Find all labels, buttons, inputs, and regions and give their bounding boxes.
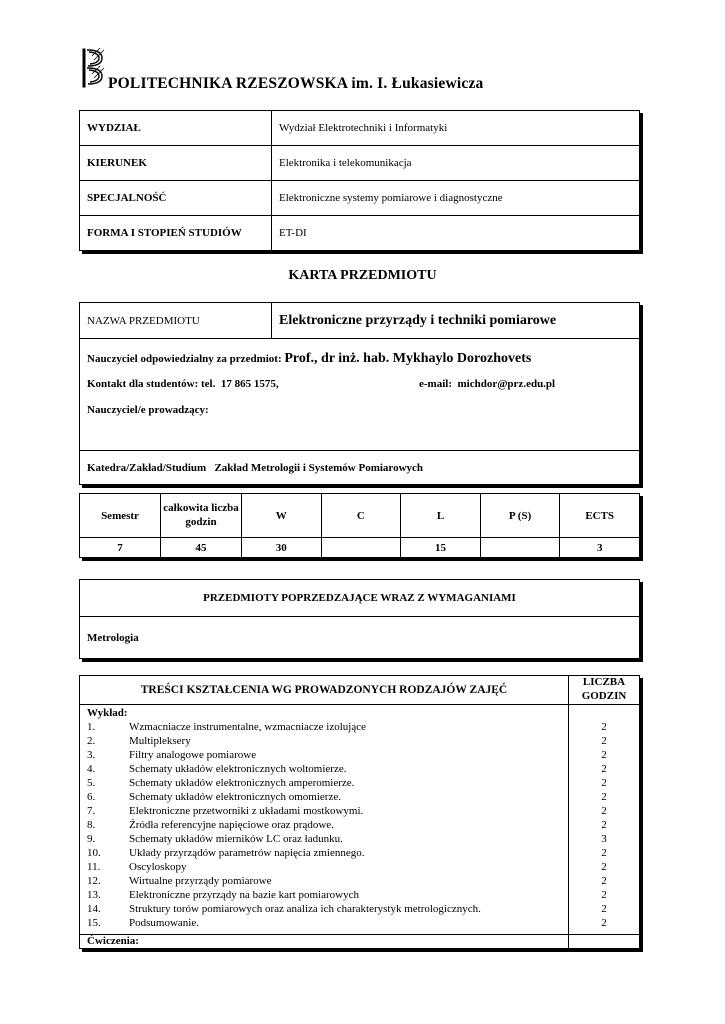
list-item [87, 902, 561, 916]
table-row [80, 181, 640, 216]
lecture-topic: Schematy układów elektronicznych woltomierze. [129, 762, 347, 775]
hours-table [79, 493, 640, 558]
project-hours-value [480, 538, 560, 558]
prerequisites-table [79, 579, 640, 659]
field-value: Elektronika i telekomunikacja [272, 146, 640, 181]
lecture-hours-value: 2 [601, 860, 607, 873]
list-item [87, 720, 561, 734]
lecture-number: 10. [87, 846, 101, 859]
lecture-hours-value: 2 [601, 818, 607, 831]
lecture-hours-value: 2 [601, 804, 607, 817]
contact-label: Kontakt dla studentów: tel. [87, 378, 216, 390]
table-row [80, 339, 640, 451]
university-name: POLITECHNIKA RZESZOWSKA im. I. Łukasiewicza [108, 75, 484, 92]
lecture-topic: Układy przyrządów parametrów napięcia zmiennego. [129, 846, 365, 859]
lecture-topic: Podsumowanie. [129, 916, 199, 929]
list-item [87, 846, 561, 860]
project-hours-header: P (S) [480, 494, 560, 538]
lecture-hours-value: 2 [601, 874, 607, 887]
lecture-topic: Schematy układów elektronicznych omomierze. [129, 790, 341, 803]
lecture-number: 1. [87, 720, 96, 733]
lecture-number: 9. [87, 832, 96, 845]
card-title: KARTA PRZEDMIOTU [288, 268, 437, 283]
content-table [79, 675, 640, 949]
lab-hours-value: 15 [401, 538, 481, 558]
table-row [80, 451, 640, 485]
specialty-label: SPECJALNOŚĆ [80, 181, 272, 216]
table-row [80, 617, 640, 659]
lecture-hours-header: W [242, 494, 322, 538]
lecture-hours-cell [569, 704, 640, 934]
lecture-topic: Źródła referencyjne napięciowe oraz prądowe. [129, 818, 334, 831]
department-label: Katedra/Zakład/Studium [87, 461, 207, 474]
lecture-hours-value: 30 [242, 538, 322, 558]
lecture-hours-value: 2 [601, 776, 607, 789]
list-item [87, 734, 561, 748]
lecture-topics-cell [80, 704, 569, 934]
lecture-hours-value: 2 [601, 902, 607, 915]
lecture-number: 4. [87, 762, 96, 775]
lecture-number: 14. [87, 902, 101, 915]
semester-value: 7 [80, 538, 161, 558]
teacher-cell [80, 339, 640, 451]
list-item [87, 874, 561, 888]
study-form-value: ET-DI [272, 216, 640, 251]
prerequisites-value: Metrologia [80, 617, 640, 659]
lecture-number: 7. [87, 804, 96, 817]
list-item [87, 804, 561, 818]
lecture-hours-value: 2 [601, 790, 607, 803]
subject-name-value: Elektroniczne przyrządy i techniki pomiarowe [272, 303, 640, 339]
exercise-hours-value [321, 538, 401, 558]
exercise-hours-header: C [321, 494, 401, 538]
study-info-table [79, 110, 640, 251]
lecture-number: 13. [87, 888, 101, 901]
list-item [87, 832, 561, 846]
ects-value: 3 [560, 538, 640, 558]
study-form-label: FORMA I STOPIEŃ STUDIÓW [80, 216, 272, 251]
lecture-number: 12. [87, 874, 101, 887]
table-row [80, 494, 640, 538]
page-header [78, 48, 678, 92]
email-address: michdor@prz.edu.pl [457, 378, 556, 390]
table-row [80, 538, 640, 558]
content-title: TREŚCI KSZTAŁCENIA WG PROWADZONYCH RODZAJÓW ZAJĘĆ [80, 676, 569, 705]
lecture-hours-value: 2 [601, 762, 607, 775]
lab-hours-header: L [401, 494, 481, 538]
email-label: e-mail: [419, 378, 452, 390]
lecture-hours-value: 2 [601, 846, 607, 859]
list-item [87, 748, 561, 762]
lecture-hours-list [569, 720, 639, 930]
list-item [87, 790, 561, 804]
list-item [87, 762, 561, 776]
phone-number: 17 865 1575, [220, 378, 279, 390]
exercises-hours-cell [569, 934, 640, 948]
lecture-hours-value: 2 [601, 748, 607, 761]
total-hours-header: całkowita liczba godzin [161, 494, 242, 538]
lecture-topic: Elektroniczne przyrządy na bazie kart pomiarowych [129, 888, 359, 901]
lecture-topic: Wirtualne przyrządy pomiarowe [129, 874, 272, 887]
table-row [80, 704, 640, 934]
list-item [87, 860, 561, 874]
total-hours-value: 45 [161, 538, 242, 558]
lecture-number: 6. [87, 790, 96, 803]
table-row [80, 934, 640, 948]
lecture-list [87, 720, 561, 930]
list-item [87, 916, 561, 930]
table-row [80, 676, 640, 705]
lecture-hours-value: 2 [601, 720, 607, 733]
table-row [80, 216, 640, 251]
lecture-topic: Schematy układów mierników LC oraz ładunku. [129, 832, 343, 845]
specialty-value: Elektroniczne systemy pomiarowe i diagnostyczne [272, 181, 640, 216]
university-logo [82, 48, 106, 88]
table-row [80, 580, 640, 617]
hours-column-header: LICZBA GODZIN [569, 676, 640, 705]
department-value: Zakład Metrologii i Systemów Pomiarowych [214, 461, 424, 474]
table-row [80, 111, 640, 146]
prerequisites-title: PRZEDMIOTY POPRZEDZAJĄCE WRAZ Z WYMAGANIAMI [80, 580, 640, 617]
lecture-topic: Wzmacniacze instrumentalne, wzmacniacze izolujące [129, 720, 366, 733]
lecturers-label: Nauczyciel/e prowadzący: [87, 404, 209, 416]
table-row [80, 146, 640, 181]
lecture-hours-value: 2 [601, 734, 607, 747]
ects-header: ECTS [560, 494, 640, 538]
lecture-label: Wykład: [87, 706, 128, 719]
lecture-topic: Filtry analogowe pomiarowe [129, 748, 257, 761]
teacher-name: Prof., dr inż. hab. Mykhaylo Dorozhovets [284, 351, 532, 366]
lecture-hours-value: 2 [601, 888, 607, 901]
email-block [419, 379, 555, 390]
list-item [87, 818, 561, 832]
exercises-label: Ćwiczenia: [80, 934, 569, 948]
lecture-topic: Schematy układów elektronicznych amperomierze. [129, 776, 355, 789]
lecture-number: 3. [87, 748, 96, 761]
lecture-topic: Elektroniczne przetworniki z układami mostkowymi. [129, 804, 364, 817]
lecture-number: 5. [87, 776, 96, 789]
list-item [87, 776, 561, 790]
lecture-topic: Struktury torów pomiarowych oraz analiza ich charakterystyk metrologicznych. [129, 902, 481, 915]
lecture-topic: Multipleksery [129, 734, 191, 747]
lecture-number: 15. [87, 916, 101, 929]
lecture-number: 11. [87, 860, 101, 873]
subject-name-label: NAZWA PRZEDMIOTU [80, 303, 272, 339]
table-row [80, 303, 640, 339]
subject-table [79, 302, 640, 485]
lecture-number: 2. [87, 734, 96, 747]
lecture-number: 8. [87, 818, 96, 831]
lecture-hours-value: 2 [601, 916, 607, 929]
field-label: KIERUNEK [80, 146, 272, 181]
teacher-line [87, 352, 632, 366]
department-cell [80, 451, 640, 485]
teacher-label: Nauczyciel odpowiedzialny za przedmiot: [87, 353, 282, 365]
list-item [87, 888, 561, 902]
faculty-value: Wydział Elektrotechniki i Informatyki [272, 111, 640, 146]
lecture-topic: Oscyloskopy [129, 860, 187, 873]
semester-header: Semestr [80, 494, 161, 538]
contact-line [87, 379, 632, 390]
faculty-label: WYDZIAŁ [80, 111, 272, 146]
lecture-hours-value: 3 [601, 832, 607, 845]
